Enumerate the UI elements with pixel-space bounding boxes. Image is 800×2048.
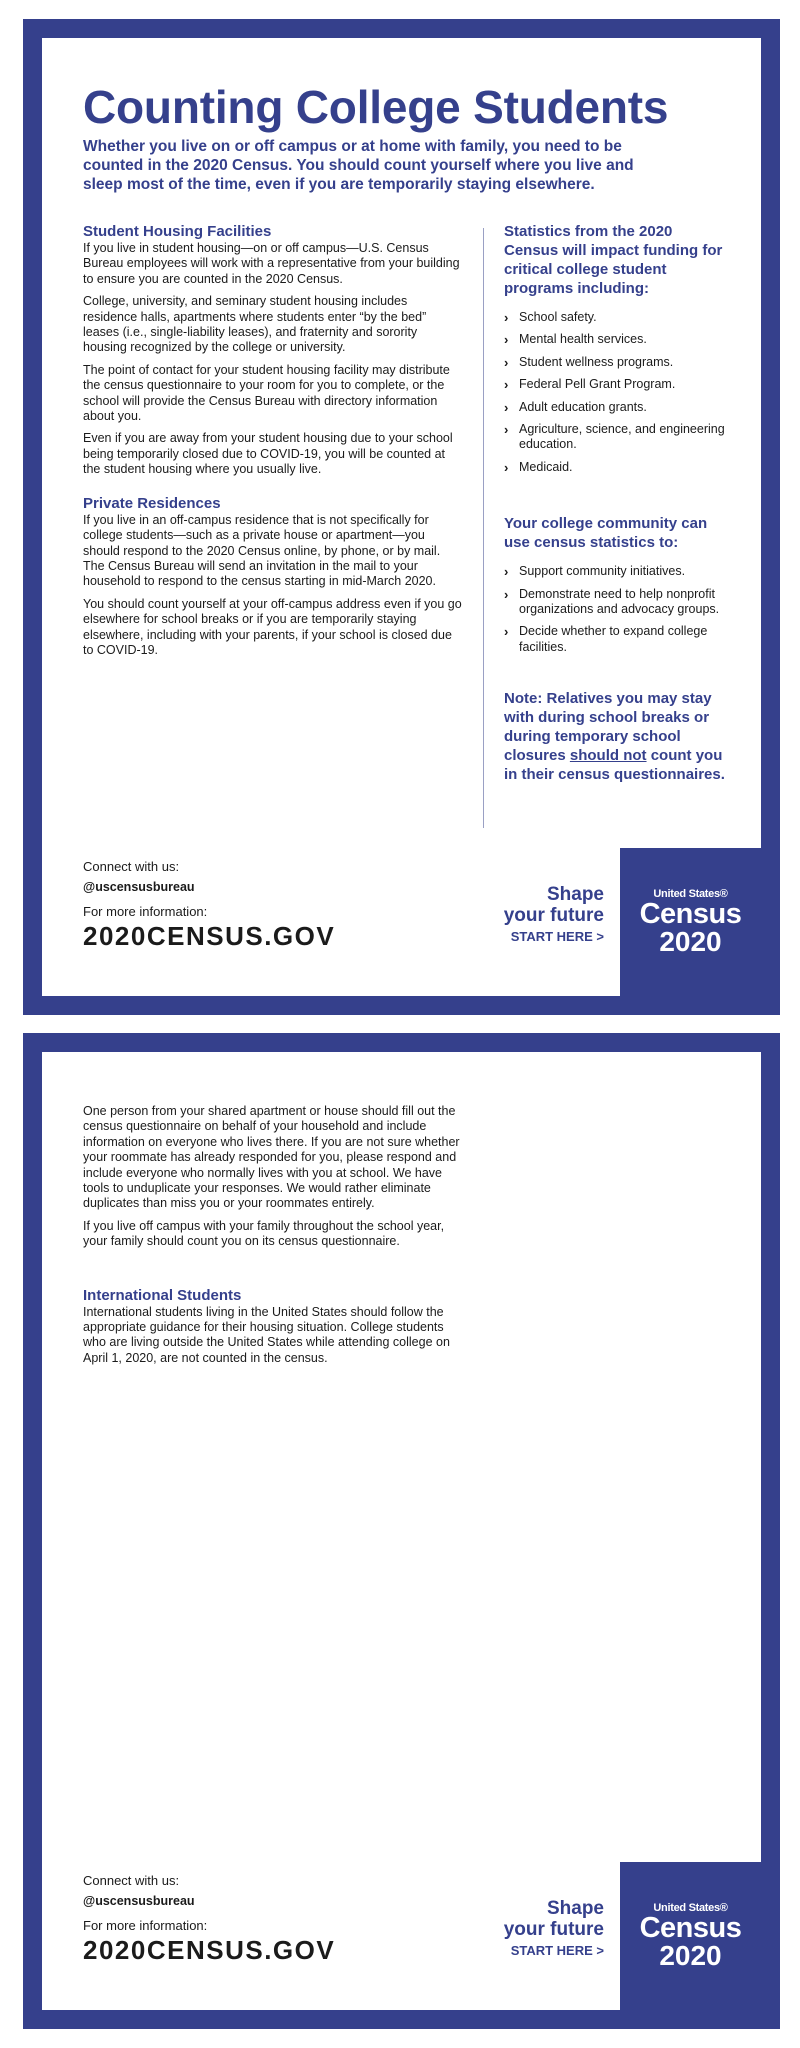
private-residences-paragraph: If you live in an off-campus residence that is not specifically for college students—such as a private house or apartment—you should respond to the 2020 Census online, by phone, or by mail. The Census Bureau will send an invitation in the mail to your household to respond to the census starting in mid-March 2020. [83, 512, 441, 589]
list-item: › Demonstrate need to help nonprofit organizations and advocacy groups. [504, 586, 720, 617]
chevron-right-icon: › [504, 399, 509, 415]
note-label: Note: [504, 690, 543, 708]
list-item: › Decide whether to expand college facilities. [504, 624, 708, 654]
social-handle[interactable]: @uscensusbureau [83, 880, 195, 894]
page-title: Counting College Students [83, 81, 669, 133]
list-item: › Support community initiatives. [504, 564, 686, 580]
connect-label: Connect with us: [83, 859, 180, 874]
international-students-paragraph: International students living in the United States should follow the appropriate guidance for their housing situation. College students who are living outside the United States while attending college on April 1, 2020, are not counted in the census. [83, 1304, 450, 1365]
community-heading: Your college community can use census statistics to: [504, 515, 708, 552]
social-handle[interactable]: @uscensusbureau [83, 1894, 195, 1908]
list-item: › Adult education grants. [504, 399, 647, 415]
note-emphasis: should not [569, 747, 647, 765]
list-item: › School safety. [504, 310, 597, 325]
chevron-right-icon: › [504, 332, 509, 348]
chevron-right-icon: › [504, 377, 509, 393]
student-housing-paragraph: The point of contact for your student housing facility may distribute the census questionnaire to your room for you to complete, or the school will provide the Census Bureau with directory information about you. [83, 362, 450, 424]
student-housing-heading: Student Housing Facilities [83, 223, 272, 240]
shared-housing-paragraph: One person from your shared apartment or house should fill out the census questionnaire on behalf of your household and include information on everyone who lives there. If you are not sure whether your roommate has already responded for you, please respond and include everyone who normally lives with you at school. We have tools to unduplicate your responses. We would rather eliminate duplicates than miss you or your roommates entirely. [83, 1104, 460, 1211]
chevron-right-icon: › [504, 310, 509, 325]
start-here-link[interactable]: START HERE > [510, 929, 604, 944]
page-1-content [42, 38, 761, 996]
website-link[interactable]: 2020CENSUS.GOV [83, 921, 336, 951]
more-info-label: For more information: [83, 1918, 208, 1933]
student-housing-paragraph: College, university, and seminary student housing includes residence halls, apartments where students enter “by the bed” leases (i.e., single-liability leases), and fraternity and sorority housing recognized by the college or university. [83, 294, 427, 355]
more-info-label: For more information: [83, 904, 208, 919]
chevron-right-icon: › [504, 624, 509, 640]
footer-contact [83, 1873, 335, 1966]
international-students-heading: International Students [83, 1286, 242, 1304]
document-page-2 [23, 1033, 780, 2029]
list-item: › Mental health services. [504, 332, 647, 348]
chevron-right-icon: › [504, 586, 509, 602]
start-here-link[interactable]: START HERE > [510, 1943, 604, 1958]
left-column [83, 223, 463, 665]
chevron-right-icon: › [504, 459, 509, 475]
page-2-content [42, 1052, 761, 2010]
census-2020-logo: United States® Census 2020 [620, 848, 761, 996]
right-column [504, 222, 729, 784]
note: Note: Relatives you may stay with during school breaks or during temporary school closures should not count you in their census questionnaires. [504, 690, 725, 784]
student-housing-paragraph: Even if you are away from your student housing due to your school being temporarily closed due to COVID-19, you will be counted at the student housing where you usually live. [83, 431, 453, 477]
page-subtitle: Whether you live on or off campus or at home with family, you need to be counted in the 2020 Census. You should count yourself where you live and sleep most of the time, even if you are temporarily staying elsewhere. [83, 138, 634, 193]
footer-contact [83, 859, 335, 952]
list-item: › Medicaid. [504, 459, 573, 475]
connect-label: Connect with us: [83, 1873, 180, 1888]
chevron-right-icon: › [504, 564, 509, 580]
chevron-right-icon: › [504, 354, 509, 370]
census-2020-logo: United States® Census 2020 [620, 1862, 761, 2010]
shape-your-future-tagline: Shape your future START HERE > [503, 1898, 604, 1958]
list-item: › Agriculture, science, and engineering education. [504, 422, 725, 452]
list-item: › Federal Pell Grant Program. [504, 377, 676, 393]
website-link[interactable]: 2020CENSUS.GOV [83, 1935, 336, 1965]
private-residences-paragraph: You should count yourself at your off-campus address even if you go elsewhere for school breaks or if you are temporarily staying elsewhere, including with your parents, if your school is closed due to COVID-19. [83, 596, 462, 657]
chevron-right-icon: › [504, 422, 509, 438]
column-divider [483, 228, 484, 828]
statistics-heading: Statistics from the 2020 Census will impact funding for critical college student programs including: [504, 223, 723, 297]
document-page-1 [23, 19, 780, 1015]
family-paragraph: If you live off campus with your family throughout the school year, your family should count you on its census questionnaire. [83, 1218, 445, 1249]
statistics-list [504, 310, 729, 475]
community-list [504, 564, 729, 655]
student-housing-paragraph: If you live in student housing—on or off campus—U.S. Census Bureau employees will work with a representative from your building to ensure you are counted in the 2020 Census. [83, 241, 460, 286]
list-item: › Student wellness programs. [504, 354, 674, 370]
left-column [83, 1104, 463, 1373]
private-residences-heading: Private Residences [83, 494, 221, 512]
shape-your-future-tagline: Shape your future START HERE > [503, 884, 604, 944]
